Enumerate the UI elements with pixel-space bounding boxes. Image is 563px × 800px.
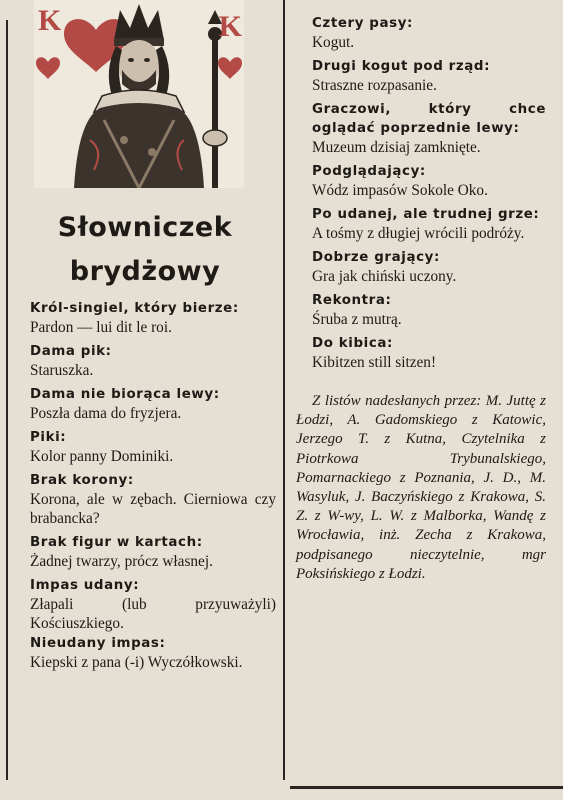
entry-term: Po udanej, ale trudnej grze: <box>312 207 540 222</box>
glossary-entry <box>14 342 276 380</box>
entry-term: Brak figur w kartach: <box>30 535 203 550</box>
entry-term: Drugi kogut pod rząd: <box>312 59 491 74</box>
entry-term: Nieudany impas: <box>30 636 166 651</box>
glossary-entry <box>14 428 276 466</box>
entry-definition: Śruba z mutrą. <box>312 311 402 328</box>
glossary-entry <box>296 14 546 52</box>
title-line-1: Słowniczek <box>57 212 233 243</box>
king-of-hearts-card <box>34 0 244 188</box>
entry-definition: Gra jak chiński uczony. <box>312 268 457 285</box>
king-figure-icon <box>34 0 244 188</box>
entry-definition: Wódz impasów Sokole Oko. <box>312 182 488 199</box>
glossary-entry <box>14 471 276 528</box>
entry-term: Podglądający: <box>312 164 426 179</box>
entry-term: Impas udany: <box>30 578 140 593</box>
entry-definition: A tośmy z długiej wrócili podróży. <box>312 225 525 242</box>
entry-term: Piki: <box>30 430 67 445</box>
entry-definition: Staruszka. <box>30 362 94 379</box>
entry-term: Graczowi, który chce oglądać poprzednie lewy: <box>312 102 546 136</box>
left-column <box>14 0 276 672</box>
entry-definition: Pardon — lui dit le roi. <box>30 319 172 336</box>
glossary-entry <box>14 299 276 337</box>
entry-term: Król-singiel, który bierze: <box>30 301 239 316</box>
left-border-rule <box>6 20 8 780</box>
entry-definition: Złapali (lub przyuważyli) Kościuszkiego. <box>30 596 276 632</box>
entry-term: Dama nie biorąca lewy: <box>30 387 220 402</box>
right-column <box>296 14 546 584</box>
entry-term: Dama pik: <box>30 344 112 359</box>
entry-term: Brak korony: <box>30 473 134 488</box>
glossary-entry <box>296 205 546 243</box>
entry-definition: Kogut. <box>312 34 355 51</box>
bottom-rule <box>290 786 563 789</box>
entry-definition: Żadnej twarzy, prócz własnej. <box>30 553 213 570</box>
heart-icon <box>218 57 242 79</box>
entry-definition: Korona, ale w zębach. Cierniowa czy brabancka? <box>30 491 276 527</box>
entry-term: Rekontra: <box>312 293 392 308</box>
entry-definition: Kibitzen still sitzen! <box>312 354 437 371</box>
entry-definition: Kiepski z pana (-i) Wyczółkowski. <box>30 654 243 671</box>
glossary-entry <box>296 57 546 95</box>
heart-icon <box>36 57 60 79</box>
glossary-entry <box>296 162 546 200</box>
entry-definition: Poszła dama do fryzjera. <box>30 405 182 422</box>
glossary-entry <box>296 248 546 286</box>
entry-definition: Muzeum dzisiaj zamknięte. <box>312 139 481 156</box>
left-entries <box>14 299 276 672</box>
column-divider-rule <box>283 0 285 780</box>
glossary-entry <box>296 291 546 329</box>
entry-term: Dobrze grający: <box>312 250 440 265</box>
glossary-entry <box>14 634 276 672</box>
card-rank-left: K <box>38 4 62 37</box>
reader-credits: Z listów nadesłanych przez: M. Juttę z Łodzi, A. Gadomskiego z Katowic, Jerzego T. z Kutna, Czytelnika z Piotrkowa Trybunalskiego, Pomarnackiego z Poznania, J. D., M. Wasyluk, J. Baczyńskiego z Krakowa, S. Z. z W-wy, L. W. z Malborka, Wandę z Wrocławia, inż. Zecha z Krakowa, podpisanego nieczytelnie, mgr Poksińskiego z Łodzi. <box>296 393 546 582</box>
article-title <box>14 206 276 294</box>
entry-definition: Kolor panny Dominiki. <box>30 448 174 465</box>
glossary-entry <box>14 385 276 423</box>
entry-term: Do kibica: <box>312 336 393 351</box>
glossary-entry <box>14 576 276 633</box>
card-rank-right: K <box>218 10 242 43</box>
entry-definition: Straszne rozpasanie. <box>312 77 437 94</box>
glossary-entry <box>296 334 546 372</box>
glossary-entry <box>14 533 276 571</box>
title-line-2: brydżowy <box>69 256 221 287</box>
glossary-entry <box>296 100 546 157</box>
entry-term: Cztery pasy: <box>312 16 413 31</box>
